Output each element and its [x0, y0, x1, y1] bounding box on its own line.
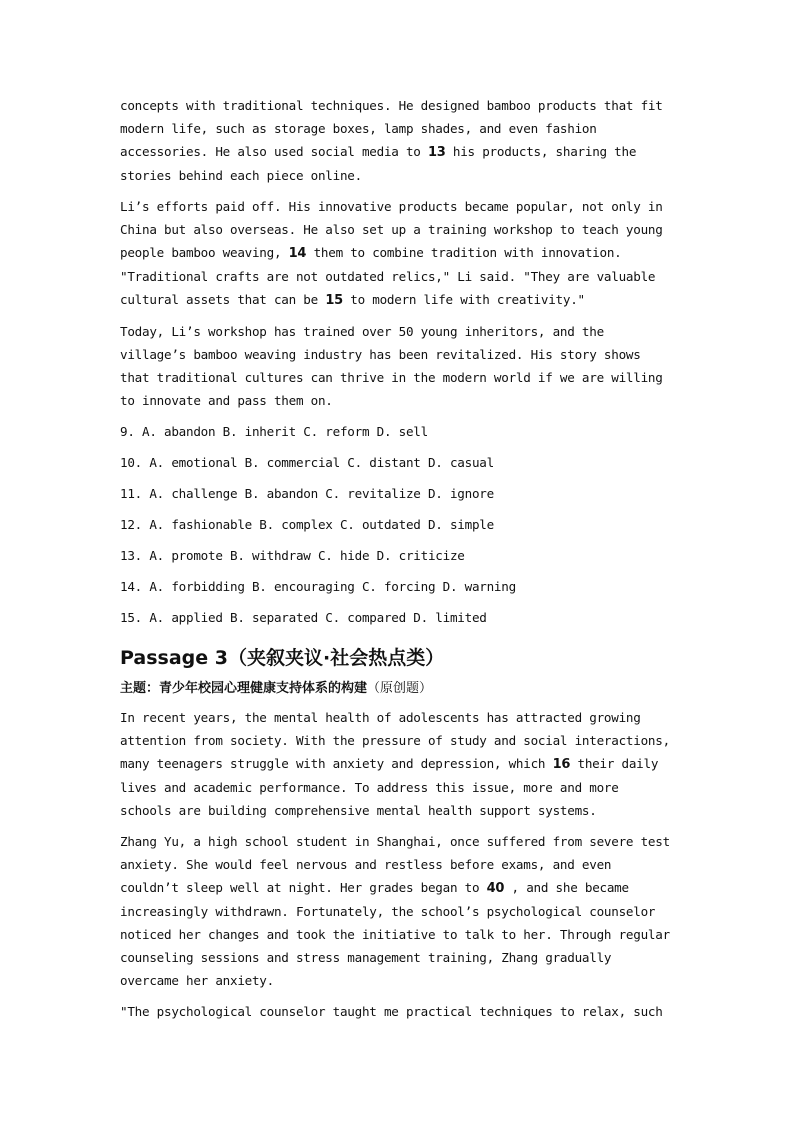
option-line-10: 10. A. emotional B. commercial C. distant D. casual	[120, 455, 494, 470]
text-line: "Traditional crafts are not outdated relics," Li said. "They are valuable	[120, 269, 656, 284]
text-line: schools are building comprehensive mental health support systems.	[120, 803, 597, 818]
blank-number-14: 14	[288, 246, 307, 261]
text-line: couldn’t sleep well at night. Her grades began to 40 , and she became	[120, 880, 629, 896]
text-line: Li’s efforts paid off. His innovative products became popular, not only in	[120, 199, 663, 214]
text-line: village’s bamboo weaving industry has been revitalized. His story shows	[120, 347, 641, 362]
text-line: Today, Li’s workshop has trained over 50 young inheritors, and the	[120, 324, 604, 339]
text-line: lives and academic performance. To address this issue, more and more	[120, 780, 619, 795]
text-line: modern life, such as storage boxes, lamp shades, and even fashion	[120, 121, 597, 136]
text-line: "The psychological counselor taught me practical techniques to relax, such	[120, 1004, 663, 1019]
text-line: overcame her anxiety.	[120, 973, 274, 988]
text-line: many teenagers struggle with anxiety and depression, which 16 their daily	[120, 756, 659, 772]
text-line: stories behind each piece online.	[120, 168, 362, 183]
paragraph-counselor-quote	[120, 1000, 680, 1023]
topic-label: 主题：青少年校园心理健康支持体系的构建	[120, 681, 368, 696]
paragraph-today	[120, 320, 680, 412]
option-line-14: 14. A. forbidding B. encouraging C. forcing D. warning	[120, 579, 516, 594]
text-line: anxiety. She would feel nervous and restless before exams, and even	[120, 857, 612, 872]
paragraph-efforts	[120, 195, 680, 312]
text-line: Zhang Yu, a high school student in Shanghai, once suffered from severe test	[120, 834, 670, 849]
blank-number-16: 16	[552, 757, 571, 772]
text-line: people bamboo weaving, 14 them to combine tradition with innovation.	[120, 245, 622, 261]
text-line: increasingly withdrawn. Fortunately, the school’s psychological counselor	[120, 904, 656, 919]
text-line: counseling sessions and stress management training, Zhang gradually	[120, 950, 612, 965]
document-page	[120, 94, 680, 1031]
option-line-13: 13. A. promote B. withdraw C. hide D. criticize	[120, 548, 465, 563]
answer-options	[120, 420, 680, 633]
option-line-12: 12. A. fashionable B. complex C. outdated D. simple	[120, 517, 494, 532]
option-line-9: 9. A. abandon B. inherit C. reform D. sell	[120, 424, 428, 439]
passage-3-title: Passage 3（夹叙夹议·社会热点类）	[120, 647, 445, 669]
text-line: noticed her changes and took the initiative to talk to her. Through regular	[120, 927, 670, 942]
text-line: that traditional cultures can thrive in the modern world if we are willing	[120, 370, 663, 385]
blank-number-15: 15	[325, 293, 343, 308]
text-line: concepts with traditional techniques. He designed bamboo products that fit	[120, 98, 663, 113]
blank-number-40: 40	[486, 881, 505, 896]
text-line: attention from society. With the pressure of study and social interactions,	[120, 733, 670, 748]
text-line: to innovate and pass them on.	[120, 393, 333, 408]
paragraph-mental-health	[120, 706, 680, 822]
option-line-11: 11. A. challenge B. abandon C. revitalize D. ignore	[120, 486, 494, 501]
passage-topic	[120, 677, 680, 701]
blank-number-13: 13	[427, 145, 446, 160]
text-line: accessories. He also used social media to 13 his products, sharing the	[120, 144, 637, 160]
paragraph-zhang-yu	[120, 830, 680, 992]
option-line-15: 15. A. applied B. separated C. compared D. limited	[120, 610, 487, 625]
text-line: In recent years, the mental health of adolescents has attracted growing	[120, 710, 641, 725]
text-line: China but also overseas. He also set up a training workshop to teach young	[120, 222, 663, 237]
text-line: cultural assets that can be 15 to modern life with creativity."	[120, 292, 585, 308]
paragraph-innovation	[120, 94, 680, 187]
topic-source: （原创题）	[367, 681, 433, 696]
